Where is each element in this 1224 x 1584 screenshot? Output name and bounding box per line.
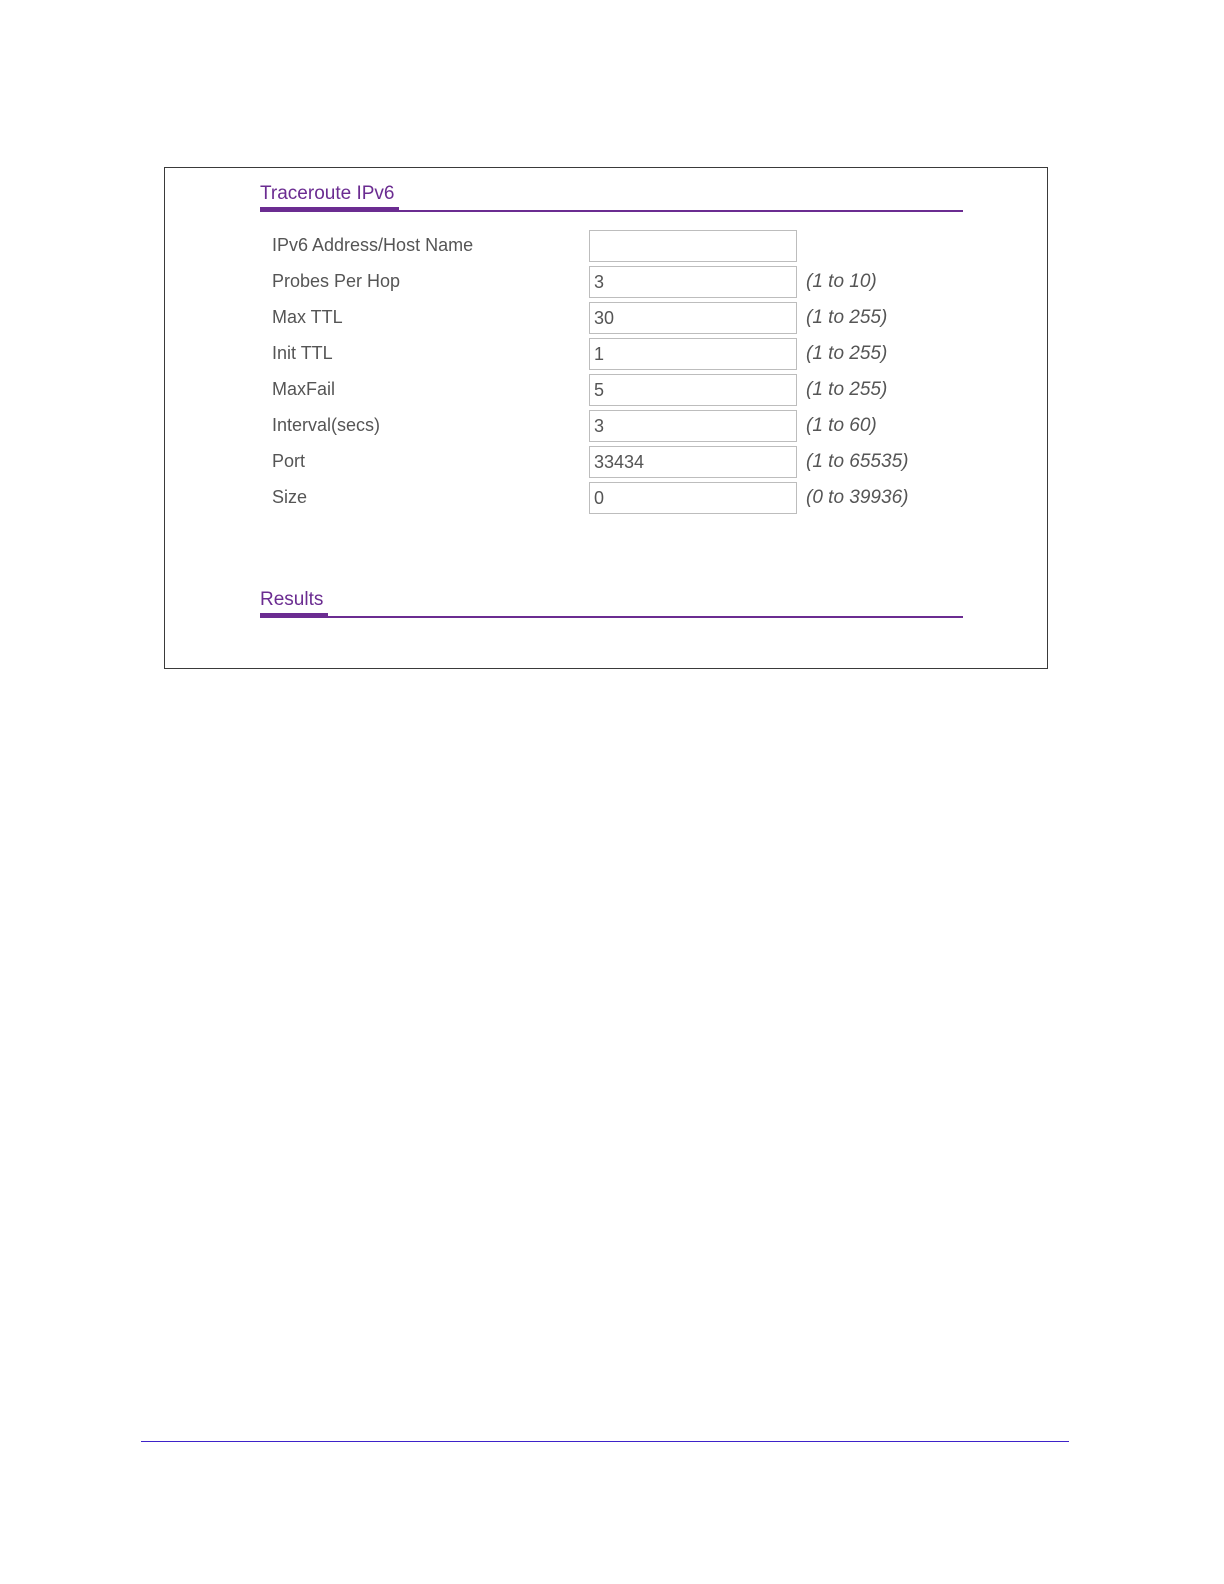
maxfail-label: MaxFail [272, 379, 336, 399]
interval-range: (1 to 60) [806, 415, 877, 436]
results-header-accent [260, 613, 328, 618]
results-section-header [260, 574, 963, 618]
traceroute-section-title: Traceroute IPv6 [260, 183, 395, 204]
max-ttl-label: Max TTL [272, 307, 343, 327]
field-row-interval [165, 409, 1045, 445]
size-range: (0 to 39936) [806, 487, 909, 508]
init-ttl-range: (1 to 255) [806, 343, 888, 364]
probes-per-hop-range: (1 to 10) [806, 271, 877, 292]
ipv6-address-input[interactable] [589, 230, 797, 262]
init-ttl-label: Init TTL [272, 343, 333, 363]
probes-per-hop-label: Probes Per Hop [272, 271, 401, 291]
size-label: Size [272, 487, 308, 507]
field-row-init-ttl [165, 337, 1045, 373]
max-ttl-input[interactable] [589, 302, 797, 334]
field-row-port [165, 445, 1045, 481]
field-row-size [165, 481, 1045, 517]
field-row-maxfail [165, 373, 1045, 409]
size-input[interactable] [589, 482, 797, 514]
interval-label: Interval(secs) [272, 415, 381, 435]
field-row-ipv6-address [165, 229, 1045, 265]
results-section-title: Results [260, 589, 324, 610]
port-range: (1 to 65535) [806, 451, 909, 472]
init-ttl-input[interactable] [589, 338, 797, 370]
maxfail-range: (1 to 255) [806, 379, 888, 400]
port-input[interactable] [589, 446, 797, 478]
results-header-rule [260, 616, 963, 618]
interval-input[interactable] [589, 410, 797, 442]
traceroute-section-header [260, 168, 963, 212]
port-label: Port [272, 451, 306, 471]
ipv6-address-label: IPv6 Address/Host Name [272, 235, 474, 255]
field-row-max-ttl [165, 301, 1045, 337]
traceroute-ipv6-panel [164, 167, 1048, 669]
max-ttl-range: (1 to 255) [806, 307, 888, 328]
page-footer-rule [141, 1441, 1069, 1442]
probes-per-hop-input[interactable] [589, 266, 797, 298]
maxfail-input[interactable] [589, 374, 797, 406]
traceroute-header-accent [260, 207, 399, 212]
field-row-probes-per-hop [165, 265, 1045, 301]
